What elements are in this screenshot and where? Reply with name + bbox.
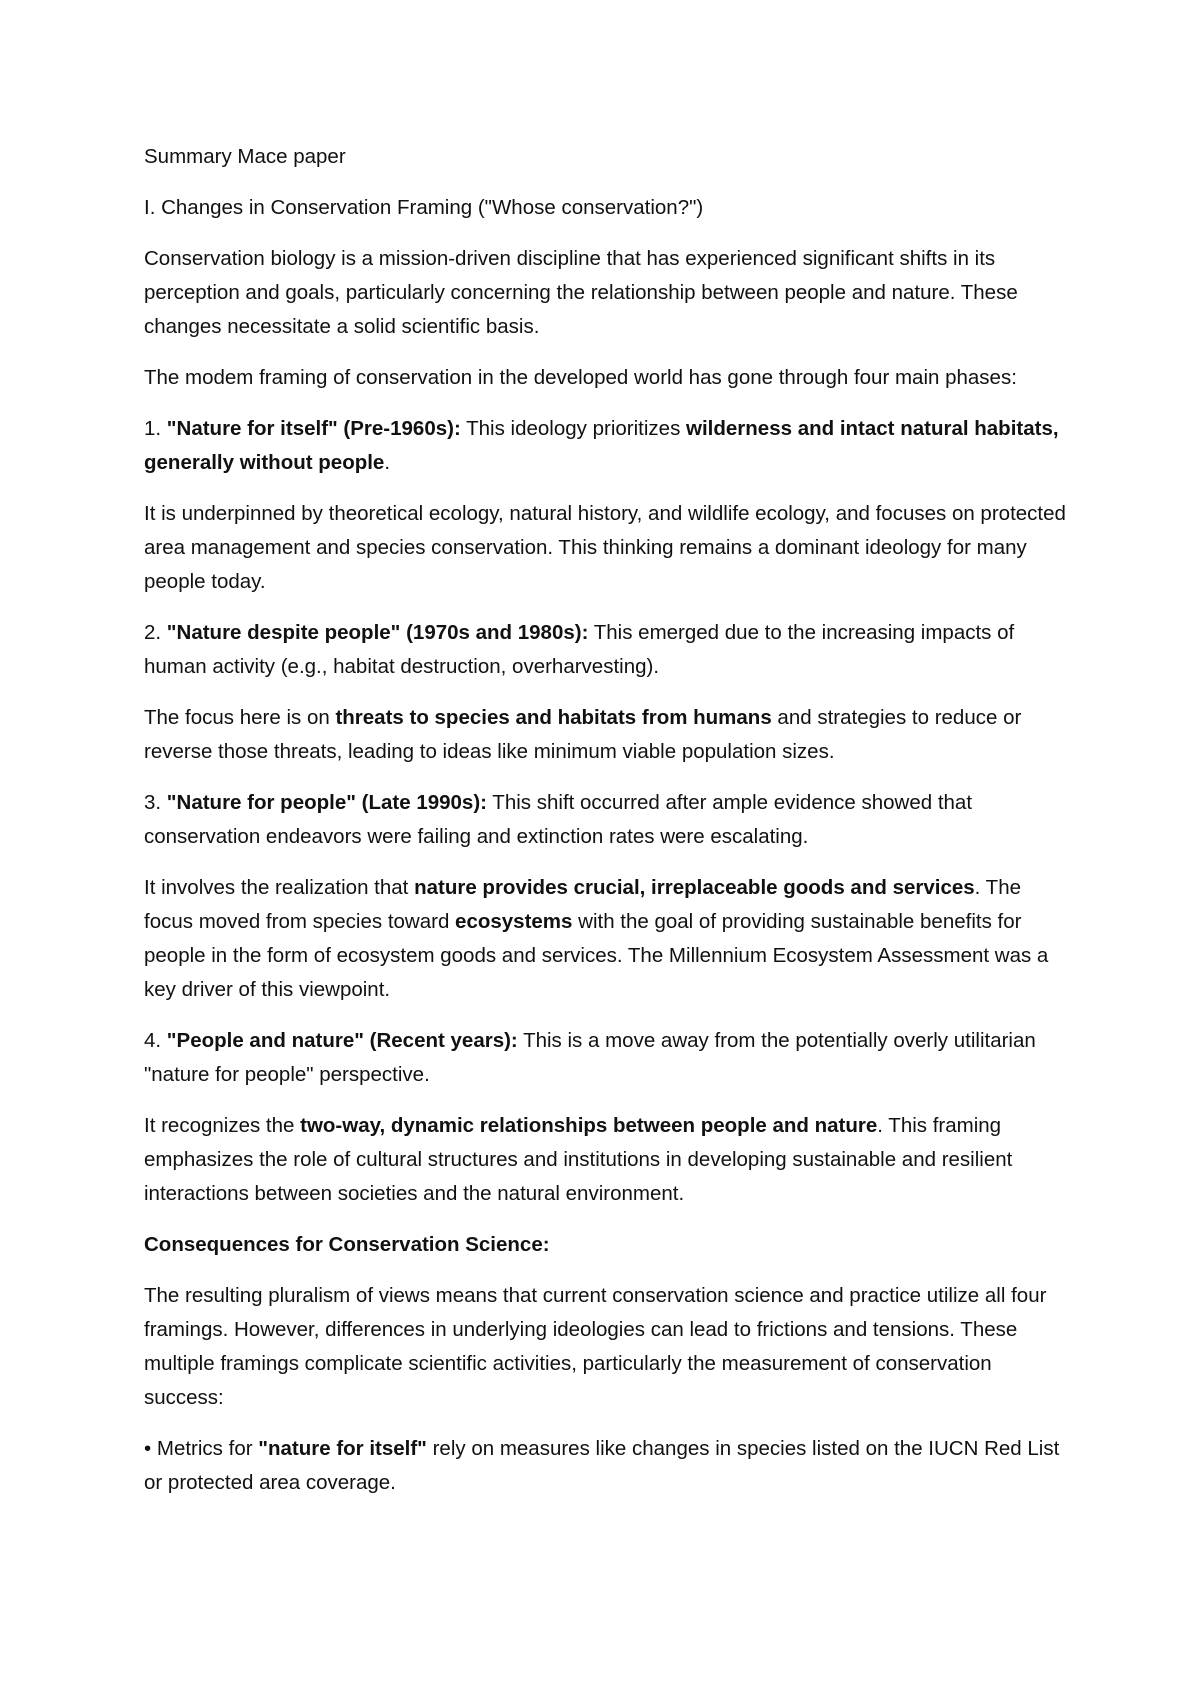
phase-3-detail-emphasis: nature provides crucial, irreplaceable goods and services [414, 876, 975, 899]
phase-4-number: 4. [144, 1029, 167, 1052]
phase-3-detail-text-end: with the goal of providing sustainable benefits for people in the form of ecosystem goods and services. The Millennium Ecosystem Assessment was a key driver of this viewpoint. [144, 910, 1049, 1001]
section-heading: I. Changes in Conservation Framing ("Whose conservation?") [144, 196, 704, 219]
bullet-text: Metrics for [156, 1437, 259, 1460]
phase-4-detail-emphasis: two-way, dynamic relationships between people and nature [300, 1114, 878, 1137]
phase-1-paragraph [144, 412, 1069, 480]
phase-3-paragraph [144, 786, 1069, 854]
bullet-text-end: rely on measures like changes in species listed on the IUCN Red List or protected area coverage. [144, 1437, 1060, 1494]
phase-2-label: "Nature despite people" (1970s and 1980s): [166, 621, 589, 644]
phases-intro-paragraph: The modem framing of conservation in the developed world has gone through four main phases: [144, 366, 1017, 389]
phase-2-detail-emphasis: threats to species and habitats from humans [335, 706, 772, 729]
phase-3-text: This shift occurred after ample evidence showed that conservation endeavors were failing and extinction rates were escalating. [144, 791, 973, 848]
phase-4-detail-paragraph [144, 1109, 1069, 1211]
phase-4-paragraph [144, 1024, 1069, 1092]
phase-4-text: This is a move away from the potentially overly utilitarian "nature for people" perspective. [144, 1029, 1036, 1086]
phase-2-detail-paragraph [144, 701, 1069, 769]
phase-2-detail-text-end: and strategies to reduce or reverse those threats, leading to ideas like minimum viable population sizes. [144, 706, 1022, 763]
phase-1-emphasis: wilderness and intact natural habitats, generally without people [144, 417, 1059, 474]
phase-2-paragraph [144, 616, 1069, 684]
phase-4-detail-text: It recognizes the [144, 1114, 301, 1137]
phase-3-detail-paragraph [144, 871, 1069, 1007]
phase-4-detail-text-end: . This framing emphasizes the role of cultural structures and institutions in developing sustainable and resilient interactions between societies and the natural environment. [144, 1114, 1013, 1205]
phase-2-text: This emerged due to the increasing impacts of human activity (e.g., habitat destruction, overharvesting). [144, 621, 1015, 678]
bullet-emphasis: "nature for itself" [258, 1437, 427, 1460]
consequences-heading: Consequences for Conservation Science: [144, 1233, 550, 1256]
bullet-item [144, 1432, 1069, 1500]
document-page [144, 140, 1069, 1517]
phase-3-detail-text-mid: . The focus moved from species toward [144, 876, 1022, 933]
phase-1-text-end: . [384, 451, 391, 474]
phase-4-label: "People and nature" (Recent years): [166, 1029, 518, 1052]
bullet-marker: • [144, 1437, 157, 1460]
phase-3-number: 3. [144, 791, 167, 814]
consequences-paragraph: The resulting pluralism of views means that current conservation science and practice utilize all four framings. However, differences in underlying ideologies can lead to frictions and tensions. These multiple framings complicate scientific activities, particularly the measurement of conservation success: [144, 1284, 1047, 1409]
phase-3-detail-emphasis-2: ecosystems [455, 910, 573, 933]
phase-3-detail-text: It involves the realization that [144, 876, 415, 899]
intro-paragraph: Conservation biology is a mission-driven discipline that has experienced significant shifts in its perception and goals, particularly concerning the relationship between people and nature. These changes necessitate a solid scientific basis. [144, 247, 1018, 338]
phase-1-number: 1. [144, 417, 167, 440]
phase-1-text: This ideology prioritizes [460, 417, 687, 440]
phase-2-detail-text: The focus here is on [144, 706, 336, 729]
document-title: Summary Mace paper [144, 145, 346, 168]
phase-1-label: "Nature for itself" (Pre-1960s): [166, 417, 461, 440]
phase-1-detail-paragraph: It is underpinned by theoretical ecology, natural history, and wildlife ecology, and focuses on protected area management and species conservation. This thinking remains a dominant ideology for many people today. [144, 502, 1066, 593]
phase-2-number: 2. [144, 621, 167, 644]
phase-3-label: "Nature for people" (Late 1990s): [166, 791, 487, 814]
